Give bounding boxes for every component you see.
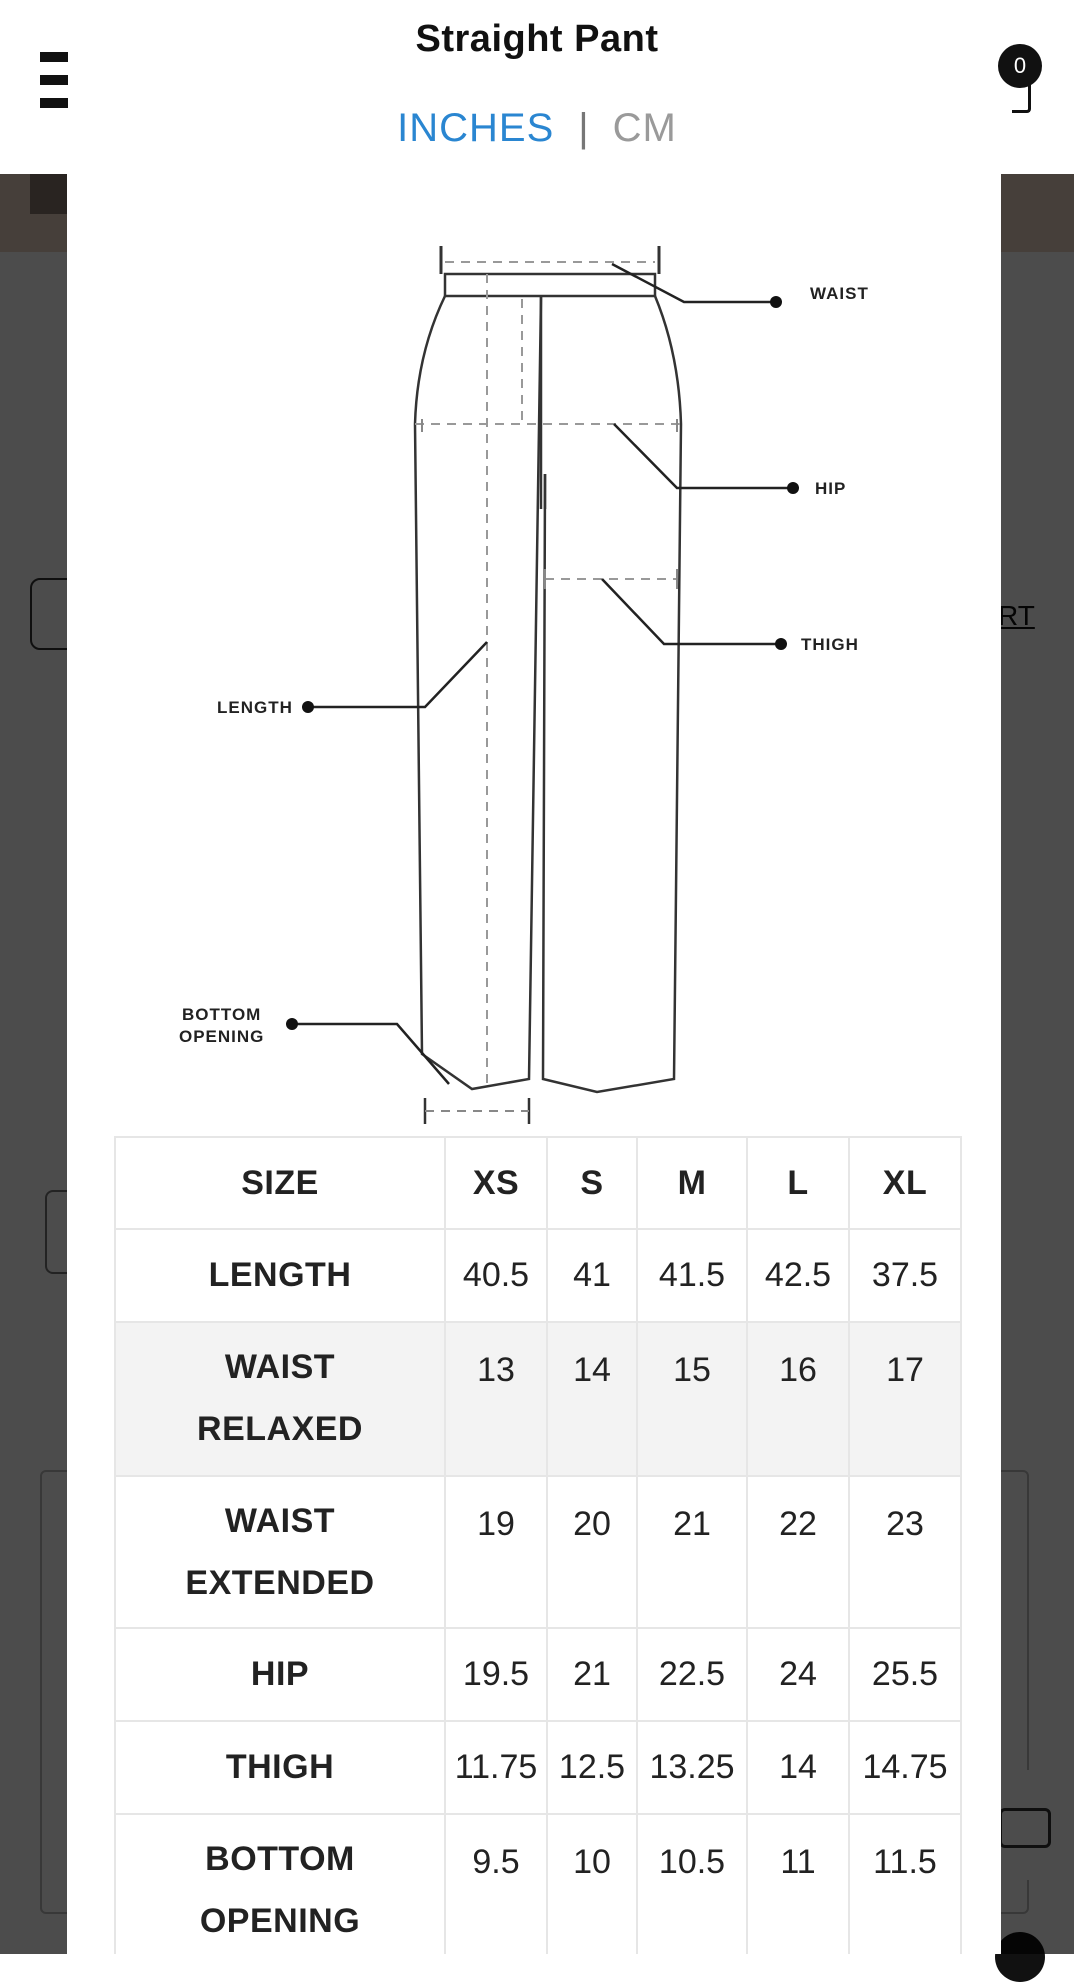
unit-toggle xyxy=(0,106,1074,151)
table-row xyxy=(115,1322,961,1476)
row-label: BOTTOM OPENING xyxy=(115,1814,445,1954)
header-cell: L xyxy=(747,1137,849,1229)
table-cell: 13 xyxy=(445,1322,547,1476)
table-cell: 11.75 xyxy=(445,1721,547,1814)
table-cell: 22.5 xyxy=(637,1628,747,1721)
table-cell: 19.5 xyxy=(445,1628,547,1721)
table-cell: 25.5 xyxy=(849,1628,961,1721)
table-cell: 9.5 xyxy=(445,1814,547,1954)
hip-callout xyxy=(614,424,792,488)
unit-separator: | xyxy=(578,106,589,150)
table-cell: 20 xyxy=(547,1476,637,1628)
table-cell: 24 xyxy=(747,1628,849,1721)
thigh-label: THIGH xyxy=(801,635,859,654)
table-cell: 14 xyxy=(547,1322,637,1476)
table-cell: 19 xyxy=(445,1476,547,1628)
size-chart-table xyxy=(114,1136,962,1954)
table-row xyxy=(115,1476,961,1628)
cart-count-badge: 0 xyxy=(998,44,1042,88)
size-chart-modal xyxy=(67,174,1001,1954)
table-cell: 13.25 xyxy=(637,1721,747,1814)
table-cell: 15 xyxy=(637,1322,747,1476)
row-label: WAIST EXTENDED xyxy=(115,1476,445,1628)
table-row xyxy=(115,1628,961,1721)
header-cell: XS xyxy=(445,1137,547,1229)
row-label: THIGH xyxy=(115,1721,445,1814)
table-row xyxy=(115,1721,961,1814)
table-cell: 12.5 xyxy=(547,1721,637,1814)
app-header xyxy=(0,0,1074,174)
table-cell: 11 xyxy=(747,1814,849,1954)
unit-inches-tab[interactable]: INCHES xyxy=(397,106,555,150)
unit-cm-tab[interactable]: CM xyxy=(612,106,677,150)
length-label: LENGTH xyxy=(217,698,293,717)
hip-label: HIP xyxy=(815,479,847,498)
page-title: Straight Pant xyxy=(415,18,659,60)
table-header-row xyxy=(115,1137,961,1229)
table-cell: 10 xyxy=(547,1814,637,1954)
row-label: LENGTH xyxy=(115,1229,445,1322)
row-label: WAIST RELAXED xyxy=(115,1322,445,1476)
table-cell: 17 xyxy=(849,1322,961,1476)
table-cell: 42.5 xyxy=(747,1229,849,1322)
waistband xyxy=(445,274,655,296)
header-cell: SIZE xyxy=(115,1137,445,1229)
length-callout xyxy=(308,642,487,707)
table-cell: 10.5 xyxy=(637,1814,747,1954)
header-cell: S xyxy=(547,1137,637,1229)
right-leg-outline xyxy=(543,296,681,1092)
table-cell: 14.75 xyxy=(849,1721,961,1814)
bottom-opening-label-line1: BOTTOM xyxy=(182,1005,262,1024)
row-label: HIP xyxy=(115,1628,445,1721)
table-cell: 16 xyxy=(747,1322,849,1476)
table-row xyxy=(115,1814,961,1954)
table-cell: 14 xyxy=(747,1721,849,1814)
bottom-opening-callout xyxy=(292,1024,449,1084)
table-cell: 41.5 xyxy=(637,1229,747,1322)
bottom-opening-label-line2: OPENING xyxy=(179,1027,265,1046)
cart-button[interactable] xyxy=(998,44,1044,114)
pant-measurement-diagram xyxy=(67,174,1001,1134)
waist-label: WAIST xyxy=(810,284,869,303)
table-cell: 22 xyxy=(747,1476,849,1628)
table-cell: 21 xyxy=(547,1628,637,1721)
table-cell: 23 xyxy=(849,1476,961,1628)
table-cell: 37.5 xyxy=(849,1229,961,1322)
table-cell: 41 xyxy=(547,1229,637,1322)
header-cell: M xyxy=(637,1137,747,1229)
table-cell: 40.5 xyxy=(445,1229,547,1322)
table-cell: 21 xyxy=(637,1476,747,1628)
table-row xyxy=(115,1229,961,1322)
thigh-callout xyxy=(602,579,780,644)
table-cell: 11.5 xyxy=(849,1814,961,1954)
header-cell: XL xyxy=(849,1137,961,1229)
